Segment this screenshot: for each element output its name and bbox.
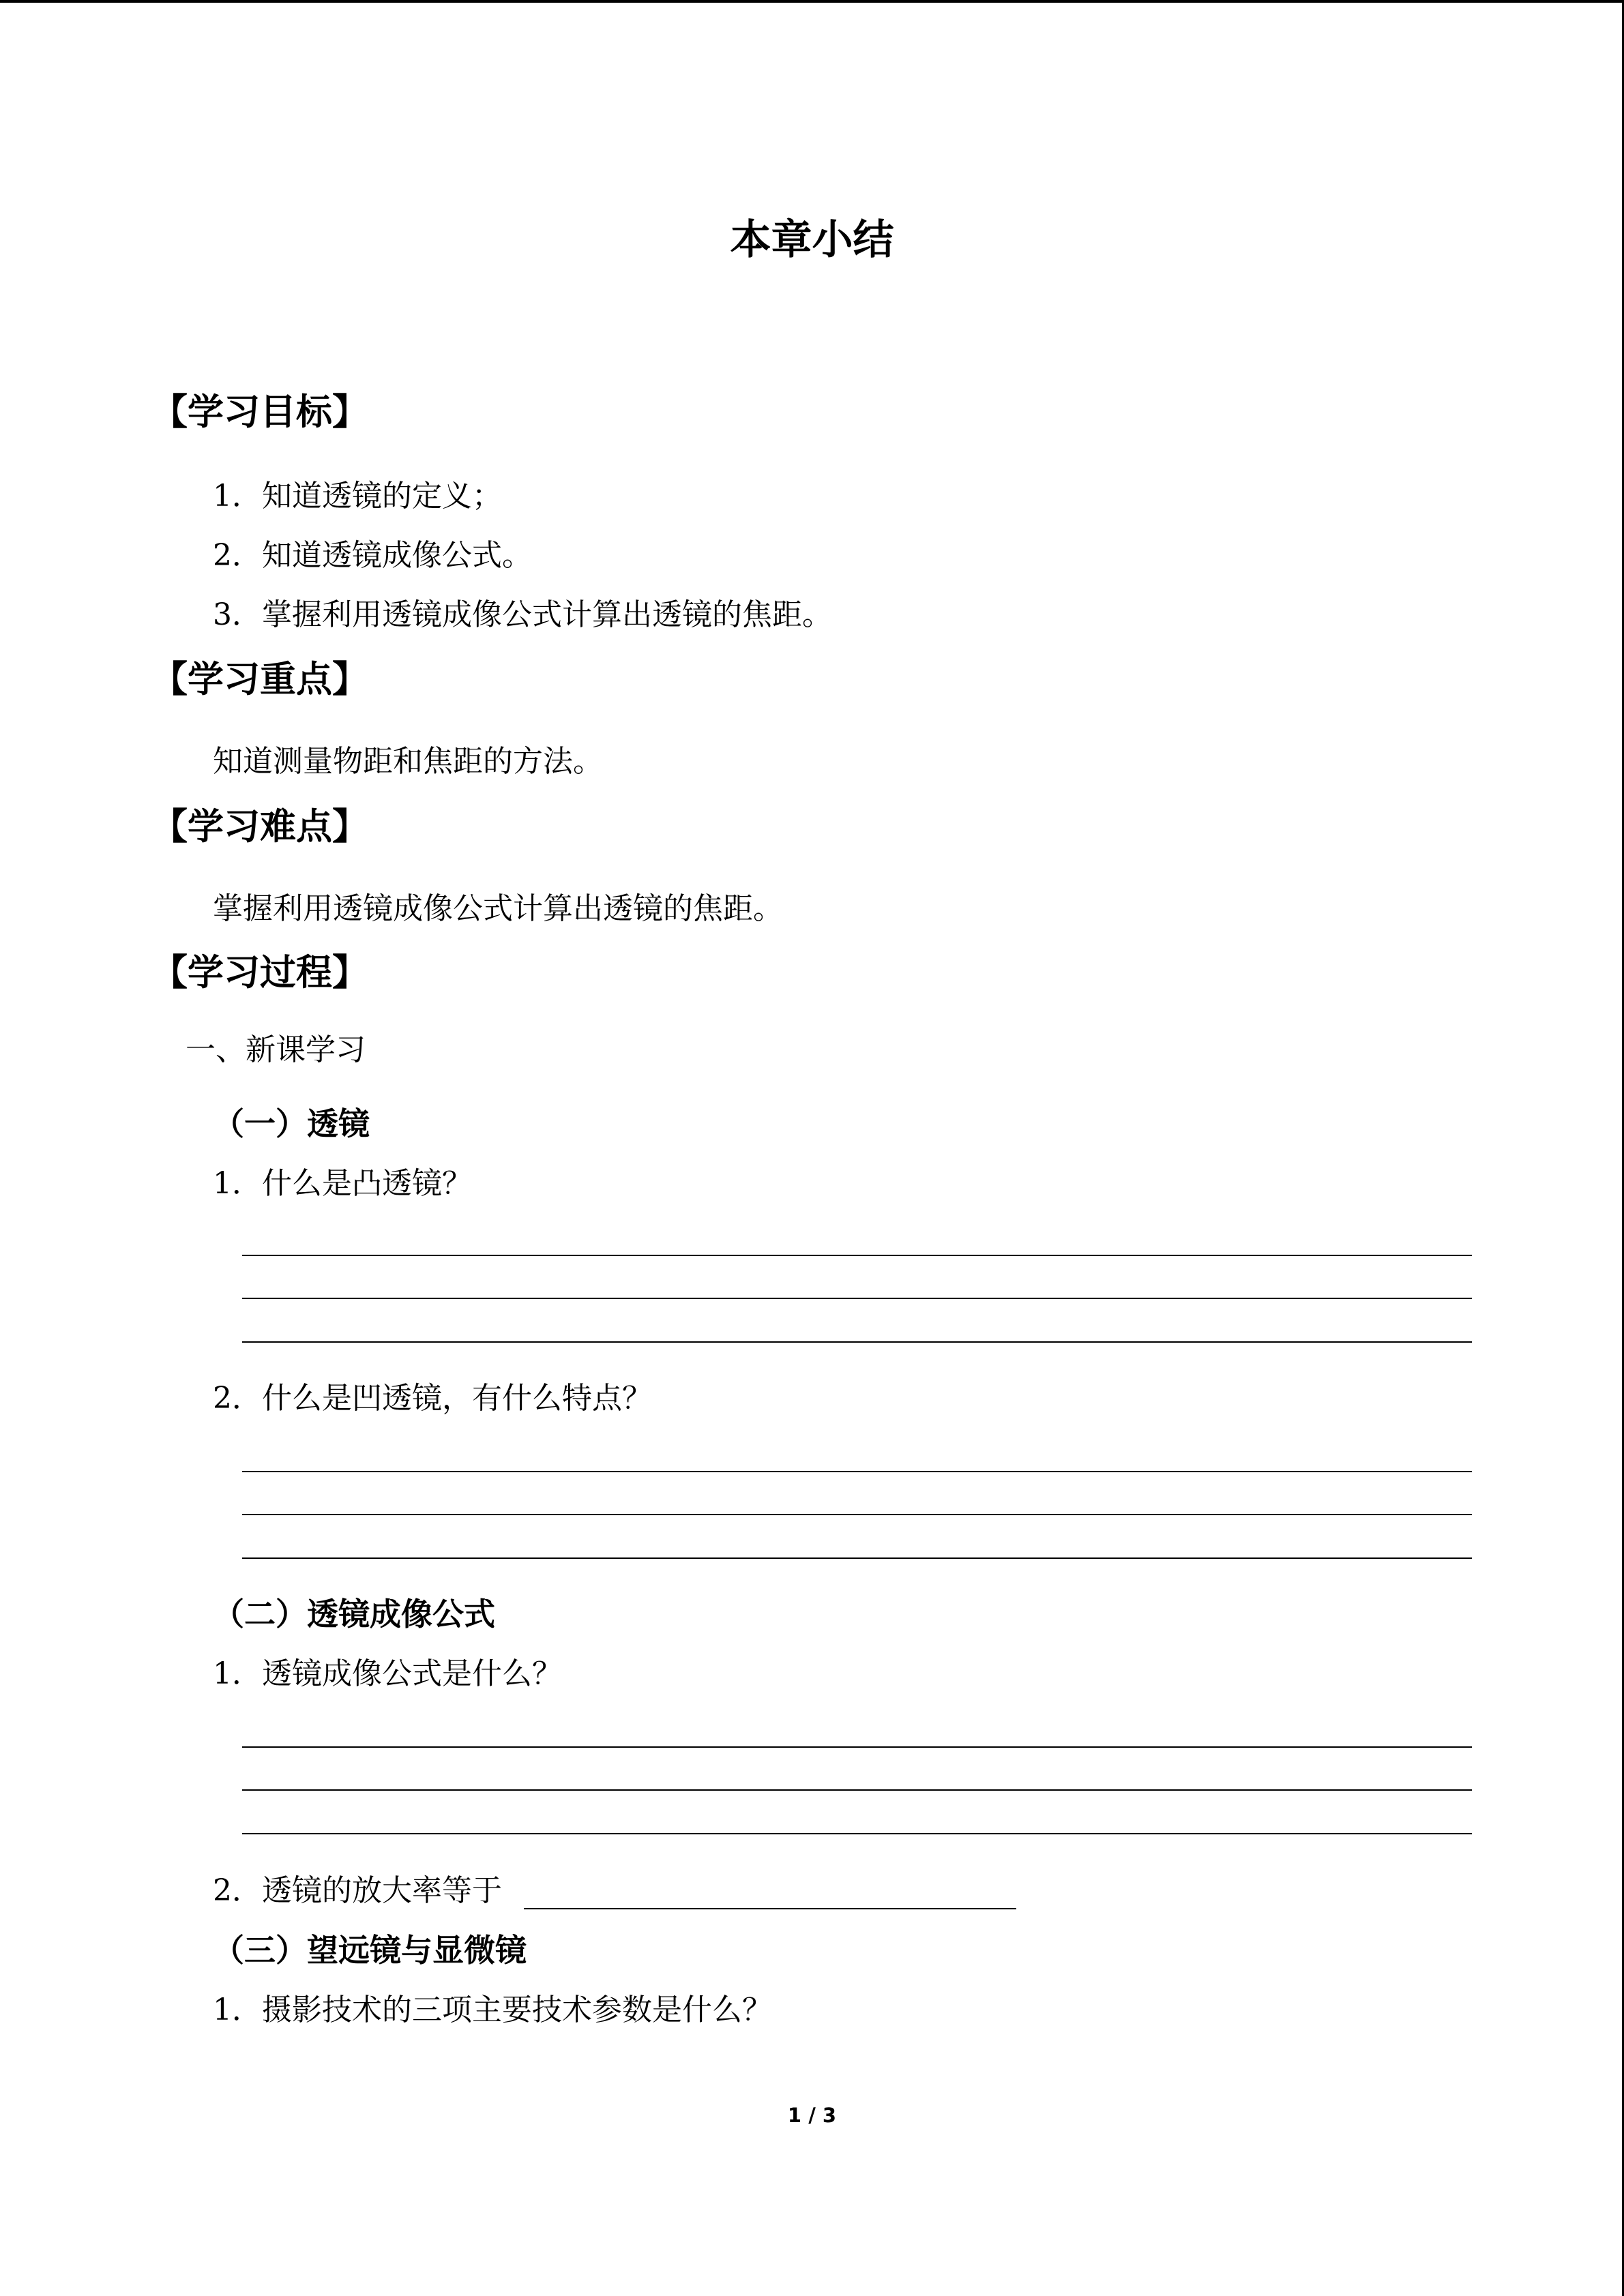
page-title: 本章小结 [730, 216, 894, 264]
difficulties-text: 掌握利用透镜成像公式计算出透镜的焦距。 [213, 891, 783, 926]
question-lens-formula: 1．透镜成像公式是什么？ [213, 1656, 562, 1691]
answer-line [242, 1514, 1472, 1515]
page-number: 1 / 3 [787, 2104, 837, 2127]
heading-learning-goals: 【学习目标】 [151, 391, 368, 433]
heading-key-points: 【学习重点】 [151, 658, 368, 700]
heading-learning-process: 【学习过程】 [151, 951, 368, 994]
answer-line [242, 1833, 1472, 1834]
goal-item-3: 3．掌握利用透镜成像公式计算出透镜的焦距。 [213, 597, 832, 632]
fill-in-blank-line [524, 1908, 1016, 1909]
answer-line [242, 1255, 1472, 1256]
answer-line [242, 1471, 1472, 1472]
answer-line [242, 1298, 1472, 1299]
answer-line [242, 1341, 1472, 1343]
page-top-border [0, 0, 1624, 3]
goal-item-2: 2．知道透镜成像公式。 [213, 538, 532, 573]
subsection-telescope-microscope: （三）望远镜与显微镜 [213, 1932, 527, 1969]
answer-line [242, 1557, 1472, 1559]
question-photography-parameters: 1．摄影技术的三项主要技术参数是什么？ [213, 1993, 772, 2027]
question-concave-lens: 2．什么是凹透镜，有什么特点？ [213, 1381, 652, 1416]
subsection-lens: （一）透镜 [213, 1105, 370, 1142]
heading-difficulties: 【学习难点】 [151, 805, 368, 848]
goal-item-1: 1．知道透镜的定义； [213, 479, 502, 513]
answer-line [242, 1789, 1472, 1791]
question-magnification: 2．透镜的放大率等于 [213, 1873, 502, 1908]
part-new-lesson: 一、新课学习 [186, 1032, 366, 1067]
question-convex-lens: 1．什么是凸透镜？ [213, 1166, 472, 1201]
subsection-lens-formula: （二）透镜成像公式 [213, 1596, 495, 1632]
key-points-text: 知道测量物距和焦距的方法。 [213, 744, 603, 779]
answer-line [242, 1746, 1472, 1748]
